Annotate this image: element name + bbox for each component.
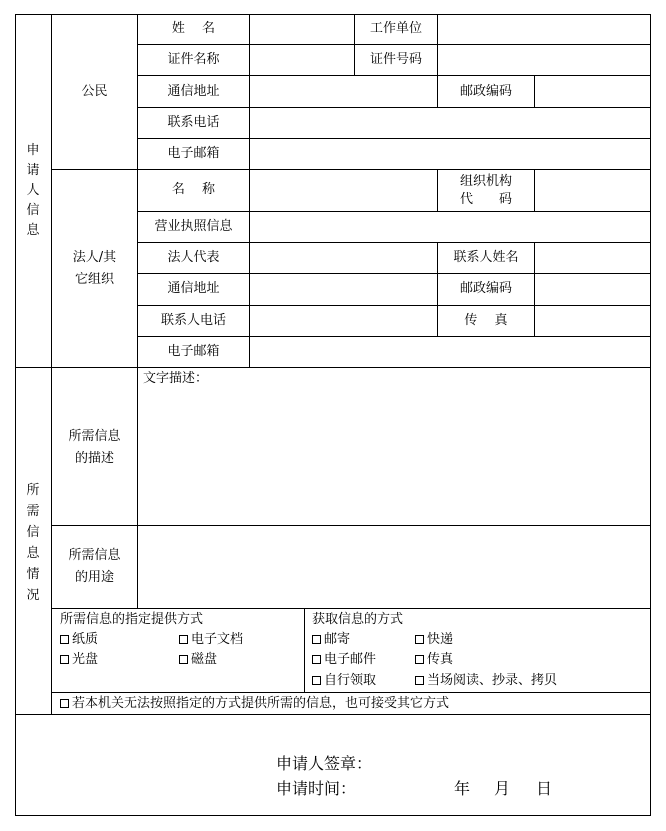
- label-legal-rep: 法人代表: [167, 250, 220, 265]
- checkbox-paper[interactable]: 纸质: [60, 632, 98, 648]
- label-org-email: 电子邮箱: [167, 344, 220, 359]
- label-work-unit: 工作单位: [369, 21, 422, 36]
- table-border-left: [15, 14, 16, 816]
- checkbox-icon[interactable]: [60, 699, 69, 708]
- field-org-postal-code[interactable]: [535, 274, 650, 305]
- field-legal-rep[interactable]: [250, 243, 437, 273]
- label-contact-name: 联系人姓名: [453, 250, 519, 265]
- group-label-organization: 法人/其 它组织: [72, 250, 117, 287]
- field-name[interactable]: [250, 15, 354, 44]
- checkbox-icon[interactable]: [312, 635, 321, 644]
- label-id-type: 证件名称: [167, 52, 220, 67]
- field-email[interactable]: [250, 139, 650, 169]
- label-info-purpose: 所需信息 的用途: [68, 548, 121, 585]
- field-fax[interactable]: [535, 306, 650, 336]
- field-org-address[interactable]: [250, 274, 437, 305]
- field-info-purpose[interactable]: [138, 526, 650, 608]
- label-text-description: 文字描述：: [143, 371, 209, 386]
- label-name: 姓 名: [171, 21, 216, 36]
- checkbox-icon[interactable]: [60, 635, 69, 644]
- col-divider-section: [51, 14, 52, 715]
- checkbox-icon[interactable]: [179, 635, 188, 644]
- provide-method-title: 所需信息的指定提供方式: [60, 612, 204, 627]
- checkbox-icon[interactable]: [415, 655, 424, 664]
- checkbox-onsite-read[interactable]: 当场阅读、抄录、拷贝: [415, 673, 557, 689]
- table-border-right: [650, 14, 651, 816]
- field-business-license[interactable]: [250, 212, 650, 242]
- label-org-code: 组织机构 代 码: [459, 174, 512, 207]
- date-year: 年: [454, 779, 471, 798]
- checkbox-fax[interactable]: 传真: [415, 652, 453, 668]
- row-line: [51, 608, 651, 609]
- checkbox-icon[interactable]: [415, 635, 424, 644]
- field-contact-name[interactable]: [535, 243, 650, 273]
- date-label: 申请时间：: [276, 779, 357, 798]
- checkbox-icon[interactable]: [312, 655, 321, 664]
- checkbox-express[interactable]: 快递: [415, 632, 453, 648]
- checkbox-electronic-doc[interactable]: 电子文档: [179, 632, 243, 648]
- field-org-name[interactable]: [250, 170, 437, 211]
- field-id-number[interactable]: [438, 45, 650, 75]
- field-info-description[interactable]: [138, 388, 650, 524]
- date-day: 日: [536, 779, 553, 798]
- field-org-email[interactable]: [250, 337, 650, 367]
- field-id-type[interactable]: [250, 45, 354, 75]
- checkbox-disk[interactable]: 磁盘: [179, 652, 217, 668]
- checkbox-mail[interactable]: 邮寄: [312, 632, 350, 648]
- checkbox-icon[interactable]: [312, 676, 321, 685]
- checkbox-email[interactable]: 电子邮件: [312, 652, 376, 668]
- label-org-address: 通信地址: [167, 281, 220, 296]
- row-line: [51, 692, 651, 693]
- field-phone[interactable]: [250, 108, 650, 138]
- signature-label: 申请人签章：: [276, 754, 373, 773]
- checkbox-self-pickup[interactable]: 自行领取: [312, 673, 376, 689]
- checkbox-icon[interactable]: [60, 655, 69, 664]
- checkbox-cd[interactable]: 光盘: [60, 652, 98, 668]
- signature-field[interactable]: [380, 752, 640, 776]
- field-address[interactable]: [250, 76, 437, 107]
- label-email: 电子邮箱: [167, 146, 220, 161]
- label-business-license: 营业执照信息: [154, 219, 233, 234]
- label-info-description: 所需信息 的描述: [68, 429, 121, 466]
- label-fax: 传 真: [464, 313, 508, 328]
- section-divider-applicant: [15, 367, 651, 368]
- field-contact-phone[interactable]: [250, 306, 437, 336]
- section-divider-signature: [15, 714, 651, 715]
- col-line: [304, 608, 305, 693]
- checkbox-icon[interactable]: [179, 655, 188, 664]
- label-phone: 联系电话: [167, 115, 220, 130]
- label-address: 通信地址: [167, 84, 220, 99]
- label-org-postal-code: 邮政编码: [459, 281, 512, 296]
- field-org-code[interactable]: [535, 170, 650, 211]
- table-border-bottom: [15, 815, 651, 816]
- section-label-info: 所 需 信 息 情 况: [26, 483, 40, 603]
- label-id-number: 证件号码: [369, 52, 422, 67]
- label-postal-code: 邮政编码: [459, 84, 512, 99]
- checkbox-alternative[interactable]: 若本机关无法按照指定的方式提供所需的信息，也可接受其它方式: [60, 696, 449, 712]
- group-label-citizen: 公民: [81, 84, 108, 99]
- section-label-applicant: 申 请 人 信 息: [26, 143, 40, 238]
- checkbox-icon[interactable]: [415, 676, 424, 685]
- obtain-method-title: 获取信息的方式: [312, 612, 404, 627]
- label-contact-phone: 联系人电话: [160, 313, 226, 328]
- date-month: 月: [494, 779, 511, 798]
- label-org-name: 名 称: [171, 182, 216, 197]
- field-postal-code[interactable]: [535, 76, 650, 107]
- field-work-unit[interactable]: [438, 15, 650, 44]
